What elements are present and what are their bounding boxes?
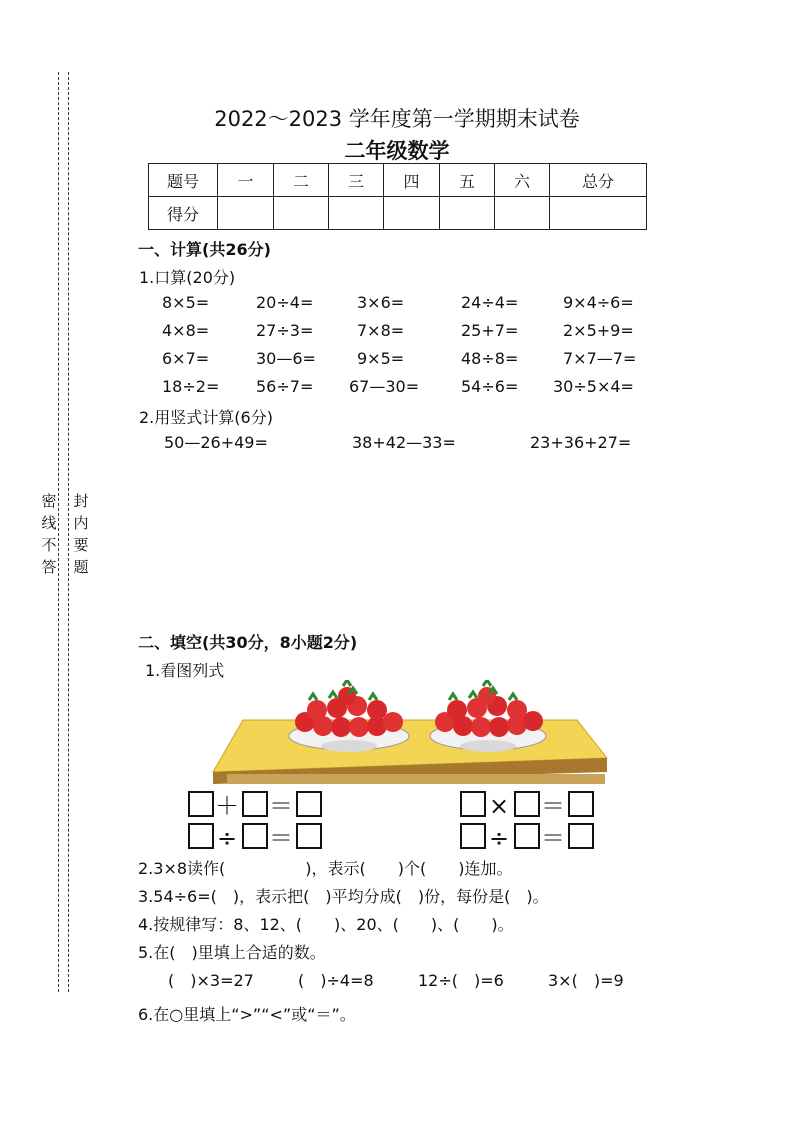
strawberries-right [435, 680, 543, 737]
calc-item: 54÷6= [461, 377, 519, 396]
q5-item: ( )÷4=8 [298, 971, 374, 990]
question-4: 4.按规律写：8、12、( )、20、( )、( )。 [138, 915, 514, 934]
seal-char: 题 [73, 558, 89, 576]
answer-box[interactable] [460, 791, 486, 817]
score-table-header-label: 题号 [149, 164, 218, 197]
calc-item: 30—6= [256, 349, 316, 368]
calc-item: 30÷5×4= [553, 377, 634, 396]
calc-item: 7×7—7= [563, 349, 637, 368]
table-apron [227, 774, 605, 784]
score-cell[interactable] [274, 197, 329, 230]
calc-item: 67—30= [349, 377, 420, 396]
equation-divide-right [460, 818, 594, 853]
section1-part2-label: 2.用竖式计算(6分) [139, 408, 273, 427]
seal-text-right [72, 490, 90, 578]
section1-heading: 一、计算(共26分) [138, 240, 271, 259]
calc-item: 6×7= [162, 349, 210, 368]
score-row-label: 得分 [149, 197, 218, 230]
score-col-5: 五 [440, 164, 495, 197]
strawberry-table-illustration [205, 680, 610, 784]
calc-item: 4×8= [162, 321, 210, 340]
seal-text-left [40, 490, 58, 578]
question-6: 6.在○里填上“>”“<”或“＝”。 [138, 1005, 356, 1024]
q5-item: ( )×3=27 [168, 971, 254, 990]
q5-item: 12÷( )=6 [418, 971, 504, 990]
divide-sign: ÷ [488, 824, 512, 852]
answer-box[interactable] [514, 791, 540, 817]
score-col-4: 四 [384, 164, 440, 197]
question-5: 5.在( )里填上合适的数。 [138, 943, 326, 962]
equals-sign: ＝ [541, 824, 567, 852]
score-col-6: 六 [495, 164, 550, 197]
equals-sign: ＝ [269, 824, 295, 852]
calc-item: 3×6= [357, 293, 405, 312]
equals-sign: ＝ [541, 792, 567, 820]
section1-part1-label: 1.口算(20分) [139, 268, 236, 287]
answer-box[interactable] [242, 823, 268, 849]
answer-box[interactable] [188, 823, 214, 849]
calc-item: 8×5= [162, 293, 210, 312]
calc-item: 20÷4= [256, 293, 314, 312]
calc-item: 18÷2= [162, 377, 220, 396]
plus-sign: ＋ [215, 792, 241, 820]
score-table-header-row [149, 164, 647, 197]
calc-item: 25+7= [461, 321, 519, 340]
score-col-1: 一 [218, 164, 274, 197]
answer-box[interactable] [242, 791, 268, 817]
calc-item: 24÷4= [461, 293, 519, 312]
q5-item: 3×( )=9 [548, 971, 624, 990]
answer-box[interactable] [188, 791, 214, 817]
calc-item: 9×5= [357, 349, 405, 368]
exam-subtitle: 二年级数学 [344, 139, 450, 163]
binding-line-left [58, 72, 59, 992]
answer-box[interactable] [296, 823, 322, 849]
seal-char: 要 [73, 536, 89, 554]
score-table [148, 163, 647, 230]
vertical-calc-item: 50—26+49= [164, 433, 268, 452]
seal-char: 答 [41, 558, 57, 576]
score-col-total: 总分 [550, 164, 647, 197]
calc-item: 2×5+9= [563, 321, 634, 340]
q1-label: 1.看图列式 [145, 661, 225, 680]
calc-item: 9×4÷6= [563, 293, 634, 312]
answer-box[interactable] [514, 823, 540, 849]
binding-line-right [68, 72, 69, 992]
seal-char: 封 [73, 492, 89, 510]
seal-char: 内 [73, 514, 89, 532]
score-cell[interactable] [495, 197, 550, 230]
question-3: 3.54÷6=( )，表示把( )平均分成( )份，每份是( )。 [138, 887, 549, 906]
score-cell[interactable] [384, 197, 440, 230]
divide-sign: ÷ [216, 824, 240, 852]
equals-sign: ＝ [269, 792, 295, 820]
section2-heading: 二、填空(共30分，8小题2分) [138, 633, 358, 652]
equation-divide-left [188, 818, 322, 853]
answer-box[interactable] [568, 791, 594, 817]
answer-box[interactable] [460, 823, 486, 849]
score-cell[interactable] [218, 197, 274, 230]
score-col-2: 二 [274, 164, 329, 197]
equation-multiply [460, 786, 594, 821]
calc-item: 27÷3= [256, 321, 314, 340]
answer-box[interactable] [296, 791, 322, 817]
score-cell[interactable] [440, 197, 495, 230]
times-sign: × [488, 792, 512, 820]
strawberries-left [295, 680, 403, 737]
vertical-calc-item: 38+42—33= [352, 433, 456, 452]
equation-add [188, 786, 322, 821]
calc-item: 56÷7= [256, 377, 314, 396]
seal-char: 线 [41, 514, 57, 532]
exam-title: 2022～2023 学年度第一学期期末试卷 [214, 107, 580, 131]
score-col-3: 三 [329, 164, 384, 197]
calc-item: 48÷8= [461, 349, 519, 368]
question-2: 2.3×8读作( )，表示( )个( )连加。 [138, 859, 513, 878]
seal-char: 不 [41, 536, 57, 554]
answer-box[interactable] [568, 823, 594, 849]
calc-item: 7×8= [357, 321, 405, 340]
seal-char: 密 [41, 492, 57, 510]
score-cell[interactable] [329, 197, 384, 230]
vertical-calc-item: 23+36+27= [530, 433, 632, 452]
score-table-score-row [149, 197, 647, 230]
score-cell[interactable] [550, 197, 647, 230]
